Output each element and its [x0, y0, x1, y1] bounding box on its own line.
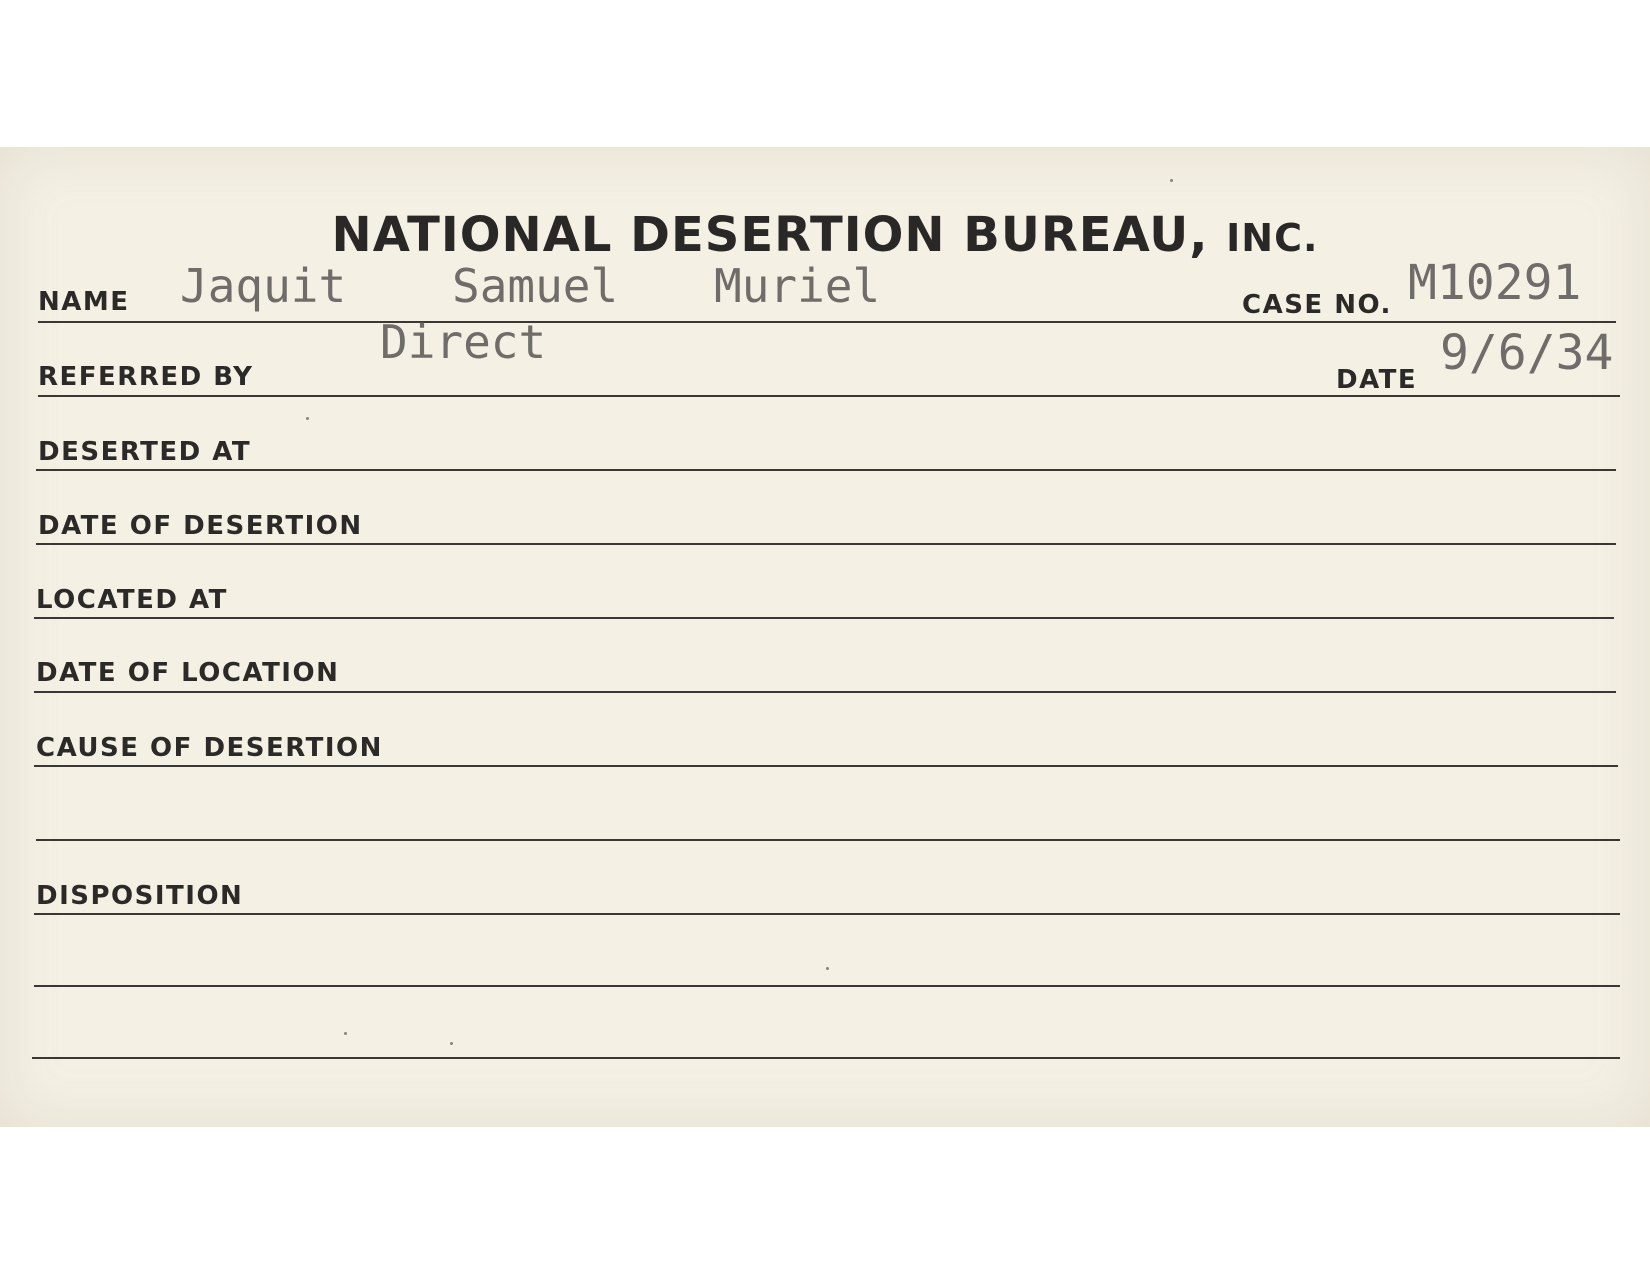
- date-of-desertion-rule: [36, 543, 1616, 545]
- located-at-label: LOCATED AT: [36, 585, 228, 615]
- deserted-at-label: DESERTED AT: [38, 437, 252, 467]
- name-rule: [38, 321, 1616, 323]
- date-of-location-label: DATE OF LOCATION: [36, 658, 340, 688]
- paper-speck: [306, 417, 309, 420]
- paper-speck: [344, 1032, 347, 1035]
- disposition-rule-3: [32, 1057, 1620, 1059]
- title-suffix: INC.: [1226, 216, 1319, 260]
- cause-of-desertion-rule: [34, 765, 1618, 767]
- name-first-value: Samuel: [452, 259, 619, 313]
- title-main: NATIONAL DESERTION BUREAU,: [331, 207, 1209, 263]
- cause-of-desertion-label: CAUSE OF DESERTION: [36, 733, 383, 763]
- name-second-value: Muriel: [714, 259, 881, 313]
- case-no-label: CASE NO.: [1242, 290, 1392, 320]
- paper-speck: [1170, 179, 1173, 182]
- disposition-rule-2: [34, 985, 1620, 987]
- name-last-value: Jaquit: [180, 259, 347, 313]
- index-card: [0, 147, 1650, 1127]
- paper-speck: [450, 1042, 453, 1045]
- cause-of-desertion-rule-2: [36, 839, 1620, 841]
- referred-by-rule: [38, 395, 1620, 397]
- date-label: DATE: [1336, 365, 1418, 395]
- date-of-desertion-label: DATE OF DESERTION: [38, 511, 363, 541]
- case-no-value: M10291: [1408, 255, 1582, 311]
- name-label: NAME: [38, 287, 130, 317]
- located-at-rule: [34, 617, 1614, 619]
- paper-speck: [826, 967, 829, 970]
- referred-by-label: REFERRED BY: [38, 362, 254, 392]
- deserted-at-rule: [36, 469, 1616, 471]
- date-value: 9/6/34: [1440, 325, 1614, 381]
- disposition-label: DISPOSITION: [36, 881, 244, 911]
- referred-by-value: Direct: [380, 315, 547, 369]
- disposition-rule: [34, 913, 1620, 915]
- card-title: [0, 207, 1650, 263]
- date-of-location-rule: [34, 691, 1616, 693]
